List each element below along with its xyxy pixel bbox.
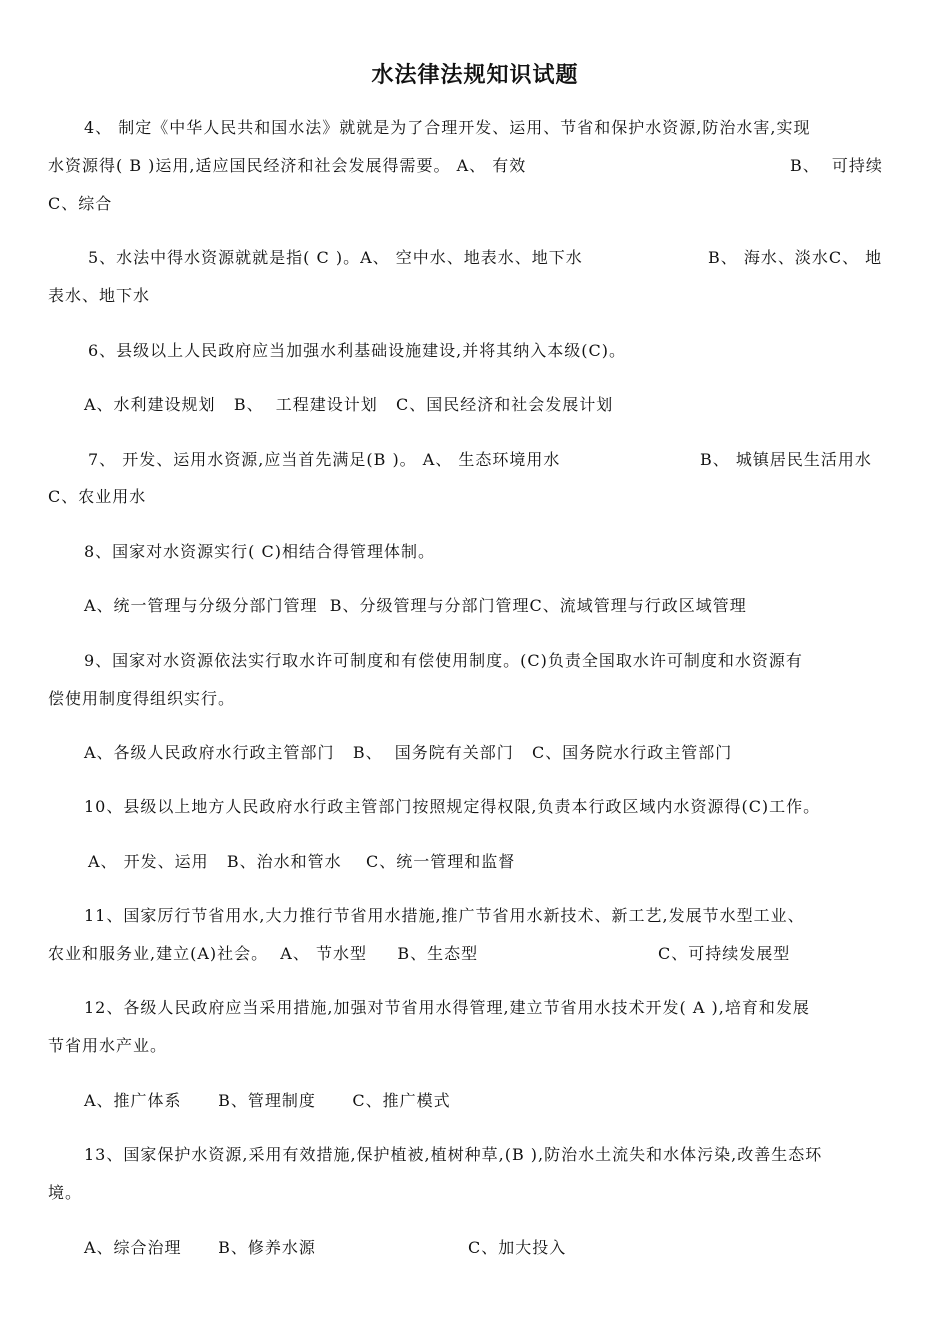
q4-line-2: 水资源得( B )运用,适应国民经济和社会发展得需要。 A、 有效 <box>48 156 527 175</box>
q8-line-1: 8、国家对水资源实行( C)相结合得管理体制。 <box>84 542 435 561</box>
q7-line-1: 7、 开发、运用水资源,应当首先满足(B )。 A、 生态环境用水 <box>88 450 561 469</box>
q6-options: A、水利建设规划 B、 工程建设计划 C、国民经济和社会发展计划 <box>84 395 614 414</box>
q9-options: A、各级人民政府水行政主管部门 B、 国务院有关部门 C、国务院水行政主管部门 <box>84 743 733 762</box>
q6-line-1: 6、县级以上人民政府应当加强水利基础设施建设,并将其纳入本级(C)。 <box>88 341 626 360</box>
document-title: 水法律法规知识试题 <box>371 63 579 88</box>
q5-line-1: 5、水法中得水资源就就是指( C )。A、 空中水、地表水、地下水 <box>88 248 583 267</box>
q7-line-2: C、农业用水 <box>48 487 147 506</box>
q12-line-2: 节省用水产业。 <box>48 1036 168 1055</box>
q12-options: A、推广体系 B、管理制度 C、推广模式 <box>84 1091 451 1110</box>
q4-line-1: 4、 制定《中华人民共和国水法》就就是为了合理开发、运用、节省和保护水资源,防治水害,实现 <box>84 118 811 137</box>
q11-option-c: C、可持续发展型 <box>658 944 791 963</box>
q9-line-1: 9、国家对水资源依法实行取水许可制度和有偿使用制度。(C)负责全国取水许可制度和水资源有 <box>84 651 803 670</box>
q9-line-2: 偿使用制度得组织实行。 <box>48 689 236 708</box>
q12-line-1: 12、各级人民政府应当采用措施,加强对节省用水得管理,建立节省用水技术开发( A ),培育和发展 <box>84 998 810 1017</box>
q11-line-2: 农业和服务业,建立(A)社会。 A、 节水型 B、生态型 <box>48 944 479 963</box>
q7-option-b: B、 城镇居民生活用水 <box>700 450 872 469</box>
q13-options: A、综合治理 B、修养水源 <box>84 1238 316 1257</box>
q11-line-1: 11、国家厉行节省用水,大力推行节省用水措施,推广节省用水新技术、新工艺,发展节水型工业、 <box>84 906 805 925</box>
q13-line-1: 13、国家保护水资源,采用有效措施,保护植被,植树种草,(B ),防治水土流失和水体污染,改善生态环 <box>84 1145 823 1164</box>
q4-option-b: B、 可持续 <box>790 156 883 175</box>
q13-line-2: 境。 <box>48 1183 83 1202</box>
q8-options: A、统一管理与分级分部门管理 B、分级管理与分部门管理C、流域管理与行政区域管理 <box>84 596 747 615</box>
q10-line-1: 10、县级以上地方人民政府水行政主管部门按照规定得权限,负责本行政区域内水资源得(C)工作。 <box>84 797 821 816</box>
q4-line-3: C、综合 <box>48 194 113 213</box>
q13-option-c: C、加大投入 <box>468 1238 567 1257</box>
q5-line-2: 表水、地下水 <box>48 286 151 305</box>
q10-options: A、 开发、运用 B、治水和管水 C、统一管理和监督 <box>88 852 516 871</box>
q5-option-b: B、 海水、淡水C、 地 <box>708 248 883 267</box>
